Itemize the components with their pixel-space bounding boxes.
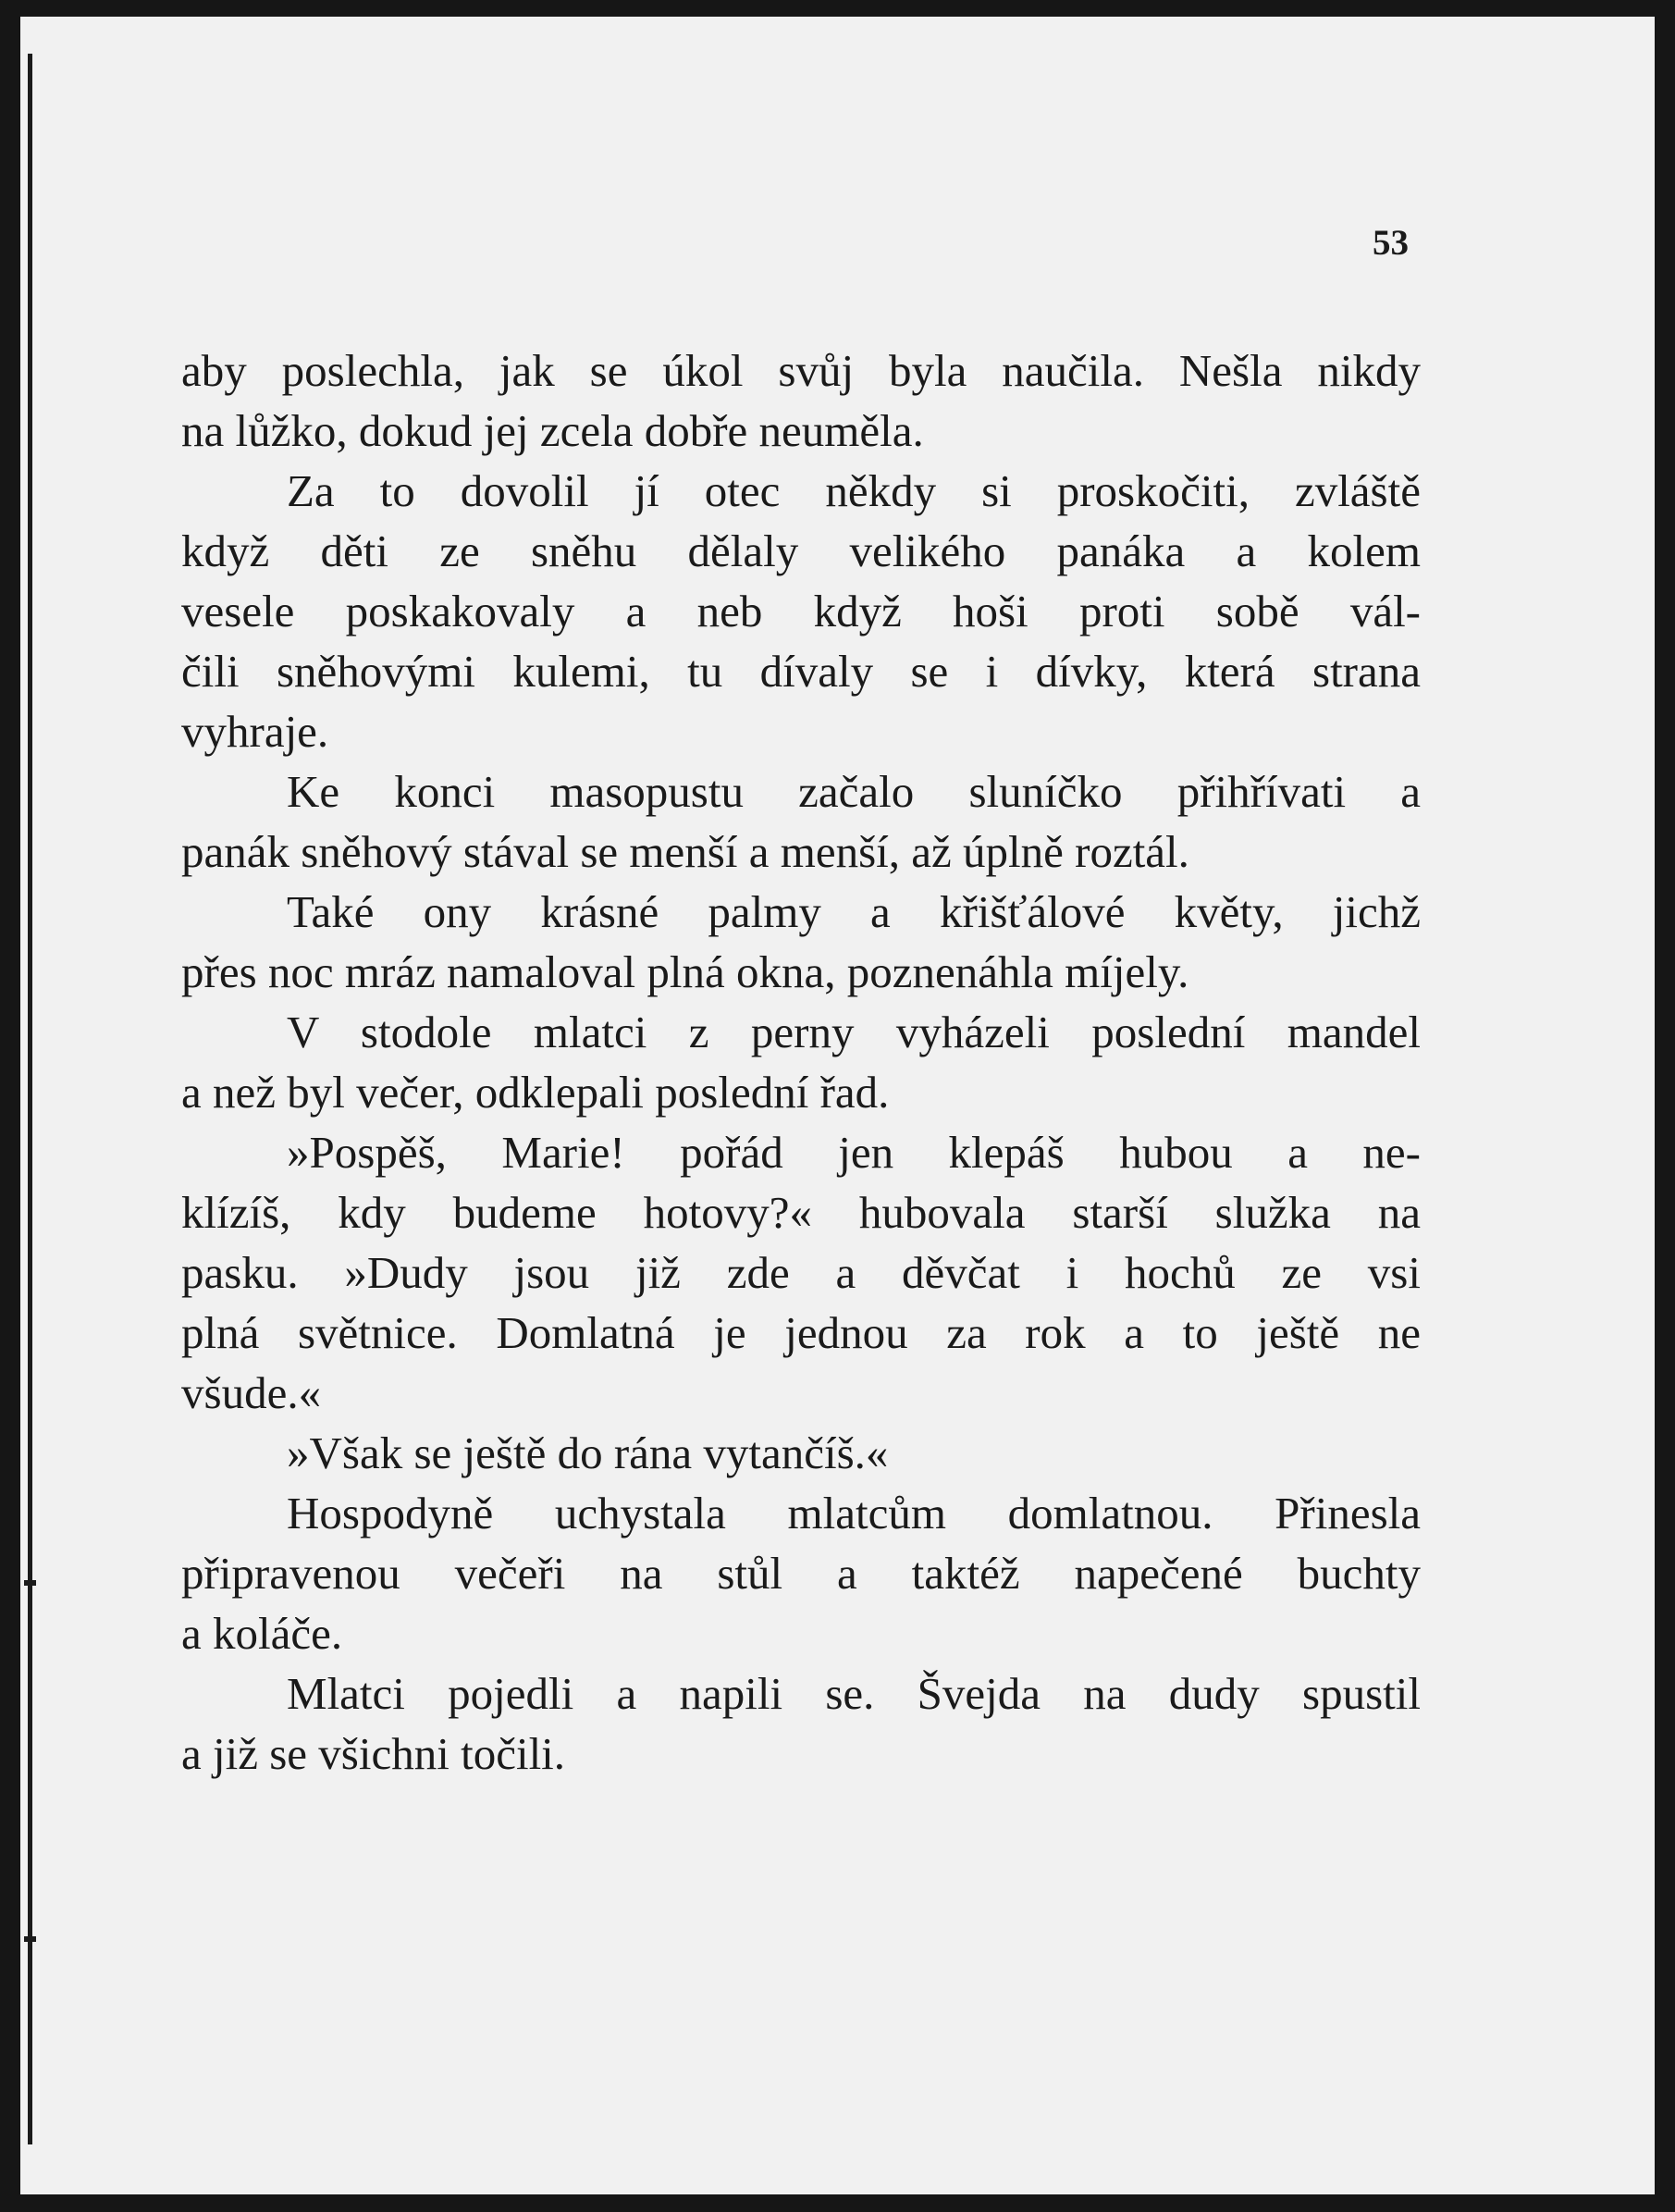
- page-edge-mark: [24, 1580, 36, 1586]
- text-line: a koláče.: [181, 1608, 343, 1659]
- text-line: na lůžko, dokud jej zcela dobře neuměla.: [181, 405, 924, 456]
- text-line: »Však se ještě do rána vytančíš.«: [287, 1427, 889, 1478]
- text-line: čili sněhovými kulemi, tu dívaly se i dívky, která strana: [181, 646, 1421, 697]
- text-line: přes noc mráz namaloval plná okna, poznenáhla míjely.: [181, 946, 1189, 997]
- text-line: Za to dovolil jí otec někdy si proskočiti, zvláště: [287, 465, 1421, 516]
- page-edge-mark: [24, 1936, 36, 1942]
- text-line: vyhraje.: [181, 706, 329, 757]
- text-line: »Pospěš, Marie! pořád jen klepáš hubou a ne-: [287, 1127, 1421, 1178]
- book-page: [20, 17, 1655, 2194]
- text-line: panák sněhový stával se menší a menší, až úplně roztál.: [181, 826, 1189, 877]
- body-text: [181, 340, 1421, 1784]
- page-edge-rule: [28, 54, 32, 2144]
- text-line: vesele poskakovaly a neb když hoši proti sobě vál-: [181, 586, 1421, 636]
- text-line: když děti ze sněhu dělaly velikého panáka a kolem: [181, 525, 1421, 576]
- text-line: připravenou večeři na stůl a taktéž napečené buchty: [181, 1548, 1421, 1599]
- text-line: Hospodyně uchystala mlatcům domlatnou. Přinesla: [287, 1488, 1421, 1539]
- text-line: aby poslechla, jak se úkol svůj byla naučila. Nešla nikdy: [181, 345, 1421, 396]
- text-line: Ke konci masopustu začalo sluníčko přihřívati a: [287, 766, 1421, 817]
- text-line: Také ony krásné palmy a křišťálové květy, jichž: [287, 886, 1421, 937]
- text-line: všude.«: [181, 1367, 322, 1418]
- text-line: plná světnice. Domlatná je jednou za rok a to ještě ne: [181, 1307, 1421, 1358]
- text-line: pasku. »Dudy jsou již zde a děvčat i hochů ze vsi: [181, 1247, 1421, 1298]
- text-line: klízíš, kdy budeme hotovy?« hubovala starší služka na: [181, 1187, 1421, 1238]
- text-line: V stodole mlatci z perny vyházeli poslední mandel: [287, 1007, 1421, 1057]
- page-number: 53: [1373, 223, 1409, 263]
- text-line: Mlatci pojedli a napili se. Švejda na dudy spustil: [287, 1668, 1421, 1719]
- text-line: a než byl večer, odklepali poslední řad.: [181, 1067, 890, 1118]
- text-line: a již se všichni točili.: [181, 1728, 566, 1779]
